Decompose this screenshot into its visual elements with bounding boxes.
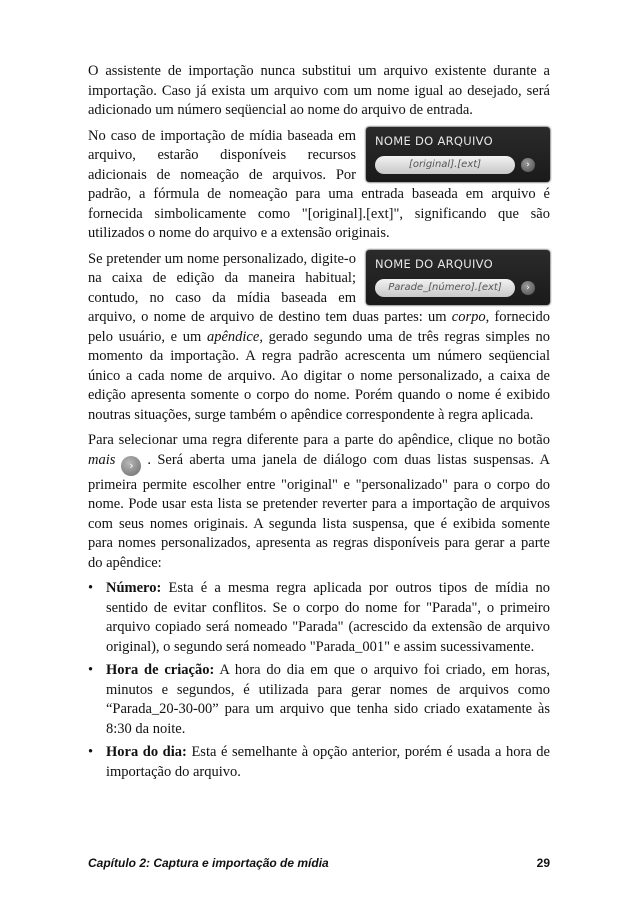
- bullet-icon: •: [88, 580, 94, 596]
- filename-field: Parade_[número].[ext]: [375, 279, 515, 297]
- list-item: [88, 743, 550, 782]
- p3-text-b: , fornecido pelo usuário, e um: [88, 309, 551, 345]
- term-corpo: corpo: [451, 309, 486, 325]
- p4-text-a: Para selecionar uma regra diferente para a parte do apêndice, clique no botão: [88, 432, 550, 448]
- page-number: 29: [536, 856, 550, 870]
- term-mais: mais: [88, 451, 116, 468]
- more-button-icon: ›: [121, 456, 141, 476]
- list-item: [88, 661, 550, 739]
- rule-text: Esta é a mesma regra aplicada por outros tipos de mídia no sentido de evitar conflitos. Se o corpo do nome for "Parada", o primeiro arquivo copiado será nomeado "Parada" (acrescido da extensão de arquivo original), o segundo será nomeado "Parada_001" e assim sucessivamente.: [106, 580, 550, 655]
- page-footer: [88, 856, 550, 870]
- p3-text-a: Se pretender um nome personalizado, digite-o na caixa de edição da maneira habitual; contudo, no caso da mídia baseada em arquivo, o nome de arquivo de destino tem duas partes: um: [88, 250, 452, 325]
- chapter-title: Capítulo 2: Captura e importação de mídia: [88, 856, 329, 870]
- bullet-icon: •: [88, 744, 94, 760]
- filename-field: [original].[ext]: [375, 156, 515, 174]
- rule-term: Número:: [106, 580, 162, 596]
- filename-widget-custom: [366, 250, 550, 305]
- list-item: [88, 579, 550, 657]
- term-apendice: apêndice: [206, 328, 260, 345]
- rule-text: A hora do dia em que o arquivo foi criado, em horas, minutos e segundos, é utilizada para gerar nomes de arquivos como “Parada_20-30-00” para um arquivo que tenha sido criado exatamente às 8:30 da noite.: [106, 662, 550, 737]
- rule-term: Hora de criação:: [106, 662, 215, 678]
- rule-text: Esta é semelhante à opção anterior, porém é usada a hora de importação do arquivo.: [106, 744, 550, 780]
- p3-text-c: , gerado segundo uma de três regras simples no momento da importação. A regra padrão acrescenta um número seqüencial único a cada nome de arquivo. Ao digitar o nome personalizado, a caixa de edição apresenta somente o corpo do nome. Porém quando o nome é exibido noutras situações, surge também o apêndice correspondente à regra aplicada.: [88, 328, 550, 423]
- filename-widget-original: [366, 127, 550, 182]
- more-button-icon: ›: [521, 281, 535, 295]
- widget-row: [375, 279, 541, 297]
- widget-title: NOME DO ARQUIVO: [375, 133, 493, 148]
- paragraph-2: No caso de importação de mídia baseada em arquivo, estarão disponíveis recursos adicionais de nomeação de arquivos. Por padrão, a fórmula de nomeação para uma entrada baseada em arquivo é fornecida simbolicamente como "[original].[ext]", significando que são utilizados o nome do arquivo e a extensão originais.: [88, 127, 550, 241]
- rules-list: [88, 579, 550, 782]
- widget-row: [375, 156, 541, 174]
- rule-term: Hora do dia:: [106, 744, 187, 760]
- paragraph-4: [88, 431, 550, 573]
- p4-text-b: . Será aberta uma janela de diálogo com duas listas suspensas. A primeira permite escolher entre "original" e "personalizado" para o corpo do nome. Pode usar esta lista se pretender reverter para a importação de arquivos com seus nomes originais. A segunda lista suspensa, que é exibida somente para nomes personalizados, apresenta as regras disponíveis para gerar a parte do apêndice:: [88, 451, 550, 571]
- widget-title: NOME DO ARQUIVO: [375, 256, 493, 271]
- paragraph-1: O assistente de importação nunca substitui um arquivo existente durante a importação. Caso já exista um arquivo com um nome igual ao desejado, será adicionado um número seqüencial ao nome do arquivo de entrada.: [88, 63, 550, 118]
- more-button-icon: ›: [521, 158, 535, 172]
- bullet-icon: •: [88, 662, 94, 678]
- page-content: [88, 62, 550, 786]
